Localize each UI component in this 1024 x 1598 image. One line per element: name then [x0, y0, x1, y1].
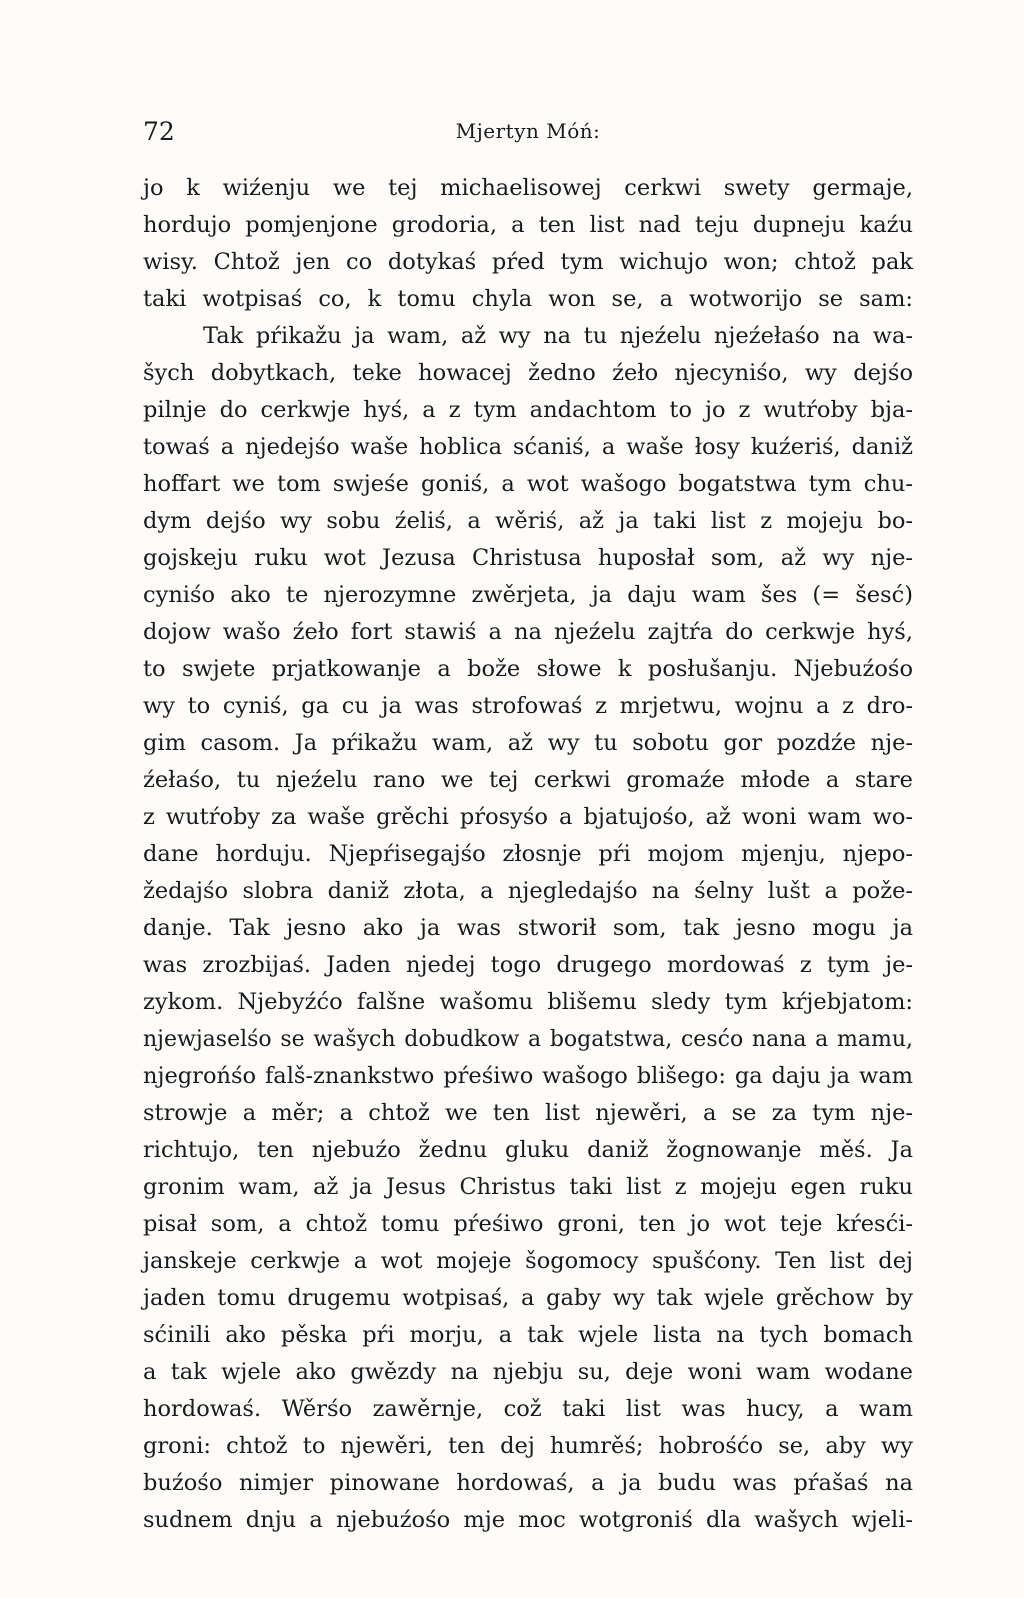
text-line: a tak wjele ako gwězdy na njebju su, deje woni wam wodane [143, 1359, 913, 1385]
text-line: pilnje do cerkwje hyś, a z tym andachtom to jo z wutŕoby bja- [143, 397, 913, 423]
text-line: njewjaselśo se wašych dobudkow a bogatstwa, cesćo nana a mamu, [143, 1027, 913, 1052]
text-line: danje. Tak jesno ako ja was stworił som, tak jesno mogu ja [143, 915, 913, 941]
text-line: dym dejśo wy sobu źeliś, a wěriś, až ja taki list z mojeju bo- [143, 508, 913, 534]
text-line: gojskeju ruku wot Jezusa Christusa huposłał som, až wy nje- [143, 545, 913, 571]
text-line: to swjete prjatkowanje a bože słowe k posłušanju. Njebuźośo [143, 656, 913, 682]
body-text [143, 170, 913, 1539]
text-line: richtujo, ten njebuźo žednu gluku daniž žognowanje měś. Ja [143, 1137, 913, 1163]
text-line: zykom. Njebyźćo falšne wašomu blišemu sledy tym kŕjebjatom: [143, 989, 913, 1015]
text-line: groni: chtož to njewěri, ten dej humrěś; hobrośćo se, aby wy [143, 1433, 913, 1459]
text-line: hoffart we tom swjeśe goniś, a wot wašogo bogatstwa tym chu- [143, 471, 913, 497]
text-line: hordujo pomjenjone grodoria, a ten list nad teju dupneju kaźu [143, 212, 913, 238]
text-line: žedajśo slobra daniž złota, a njegledajśo na śelny lušt a požе- [143, 878, 913, 904]
text-line: towaś a njedejśo waše hoblica sćaniś, a waše łosy kuźeriś, daniž [143, 434, 913, 460]
text-line: njegrońśo falš-znankstwo pŕeśiwo wašogo blišego: ga daju ja wam [143, 1063, 913, 1089]
text-line: was zrozbijaś. Jaden njedej togo drugego mordowaś z tym je- [143, 952, 913, 978]
text-line: wisy. Chtož jen co dotykaś pŕed tym wichujo won; chtož pak [143, 249, 913, 275]
paragraph-start-line: Tak pŕikažu ja wam, až wy na tu njeźelu njeźełaśo na wa- [203, 323, 913, 349]
text-line: cyniśo ako te njerozymne zwěrjeta, ja daju wam šes (= šesć) [143, 582, 913, 608]
text-line: dojow wašo źeło fort stawiś a na njeźelu zajtŕa do cerkwje hyś, [143, 619, 913, 645]
text-line: z wutŕoby za waše grěchi pŕosyśo a bjatujośo, až woni wam wo- [143, 804, 913, 830]
text-line: janskeje cerkwje a wot mojeje šogomocy spušćony. Ten list dej [143, 1248, 913, 1274]
text-line: hordowaś. Wěrśo zawěrnje, což taki list was hucy, a wam [143, 1396, 913, 1422]
text-line: gronim wam, až ja Jesus Christus taki list z mojeju egen ruku [143, 1174, 913, 1200]
text-line: taki wotpisaś co, k tomu chyla won se, a wotworijo se sam: [143, 286, 913, 312]
text-line: strowje a měr; a chtož we ten list njewěri, a se za tym nje- [143, 1100, 913, 1126]
text-line: jo k wiźenju we tej michaelisowej cerkwi swety germaje, [143, 175, 913, 201]
text-line: źełaśo, tu njeźelu rano we tej cerkwi gromaźe młode a stare [143, 767, 913, 793]
text-line: sudnem dnju a njebuźośo mje moc wotgroniś dla wašych wjeli- [143, 1507, 913, 1533]
text-line: buźośo nimjer pinowane hordowaś, a ja budu was pŕašaś na [143, 1470, 913, 1496]
running-title: Mjertyn Móń: [455, 119, 601, 143]
text-line: dane horduju. Njepŕisegajśo złosnje pŕi mojom mjenju, njepo- [143, 841, 913, 867]
page-header [143, 117, 913, 147]
text-line: pisał som, a chtož tomu pŕeśiwo groni, ten jo wot teje kŕesći- [143, 1211, 913, 1237]
text-line: jaden tomu drugemu wotpisaś, a gaby wy tak wjele grěchow by [143, 1285, 913, 1311]
text-line: sćinili ako pěska pŕi morju, a tak wjele lista na tych bomach [143, 1322, 913, 1348]
text-line: gim casom. Ja pŕikažu wam, až wy tu sobotu gor pozdźe nje- [143, 730, 913, 756]
page-number: 72 [143, 117, 175, 146]
text-line: wy to cyniś, ga cu ja was strofowaś z mrjetwu, wojnu a z dro- [143, 693, 913, 719]
text-line: šych dobytkach, teke howacej žedno źeło njecyniśo, wy dejśo [143, 360, 913, 386]
